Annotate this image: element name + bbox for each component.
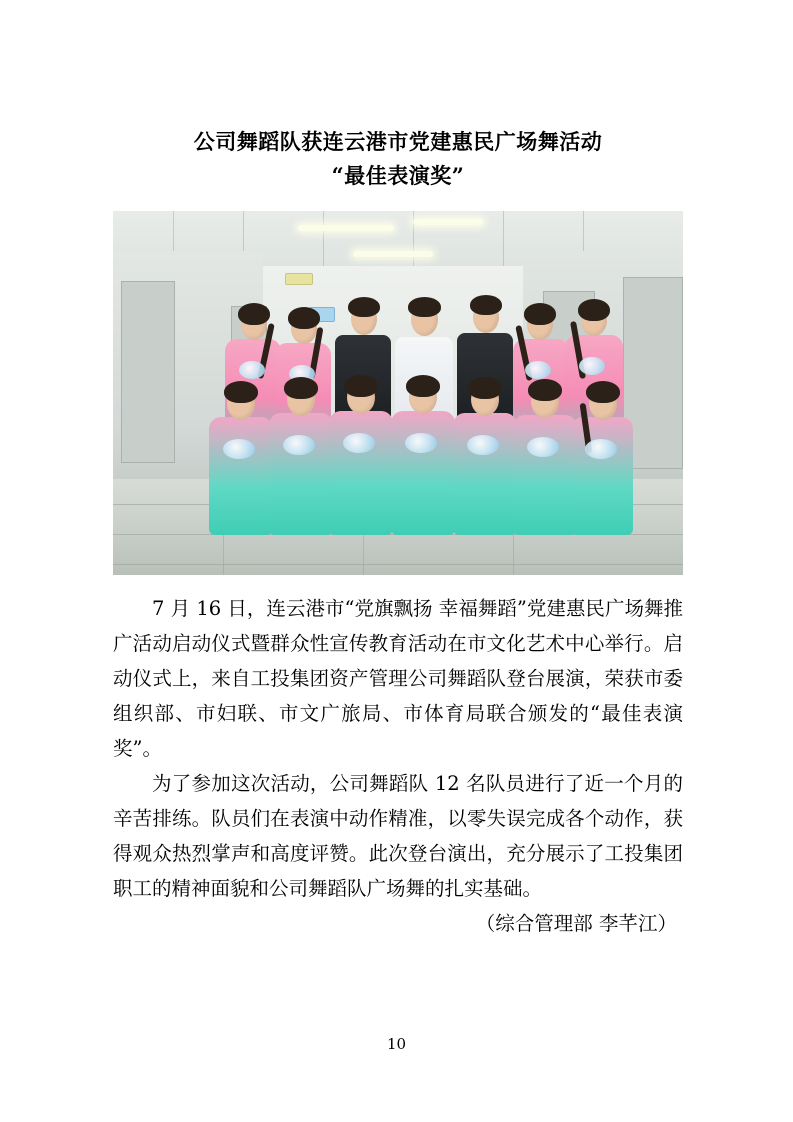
ceiling-grid-line	[503, 211, 504, 273]
ceiling-light	[353, 251, 433, 257]
ceiling-light	[298, 225, 394, 231]
page-number: 10	[386, 1035, 407, 1053]
paragraph-2: 为了参加这次活动，公司舞蹈队 12 名队员进行了近一个月的辛苦排练。队员们在表演中动作精准，以零失误完成各个动作，获得观众热烈掌声和高度评赞。此次登台演出，充分展示了工投集团职工的精神面貌和公司舞蹈队广场舞的扎实基础。	[113, 772, 683, 900]
page-content	[113, 125, 683, 941]
ceiling-light	[413, 219, 483, 225]
door	[121, 281, 175, 463]
article-body	[113, 591, 683, 941]
floor-tile-line	[113, 564, 683, 565]
title-line-1: 公司舞蹈队获连云港市党建惠民广场舞活动	[193, 129, 603, 154]
title-line-2: “最佳表演奖”	[331, 163, 465, 188]
article-signature: （综合管理部 李芊江）	[475, 912, 677, 935]
group-photo	[113, 211, 683, 575]
photo-scene	[113, 211, 683, 575]
paragraph-1: 7 月 16 日，连云港市“党旗飘扬 幸福舞蹈”党建惠民广场舞推广活动启动仪式暨群众性宣传教育活动在市文化艺术中心举行。启动仪式上，来自工投集团资产管理公司舞蹈队登台展演，荣获市委组织部、市妇联、市文广旅局、市体育局联合颁发的“最佳表演奖”。	[113, 597, 683, 760]
page-title	[113, 125, 683, 193]
ceiling-grid-line	[323, 211, 324, 273]
wall-sign	[285, 273, 313, 285]
